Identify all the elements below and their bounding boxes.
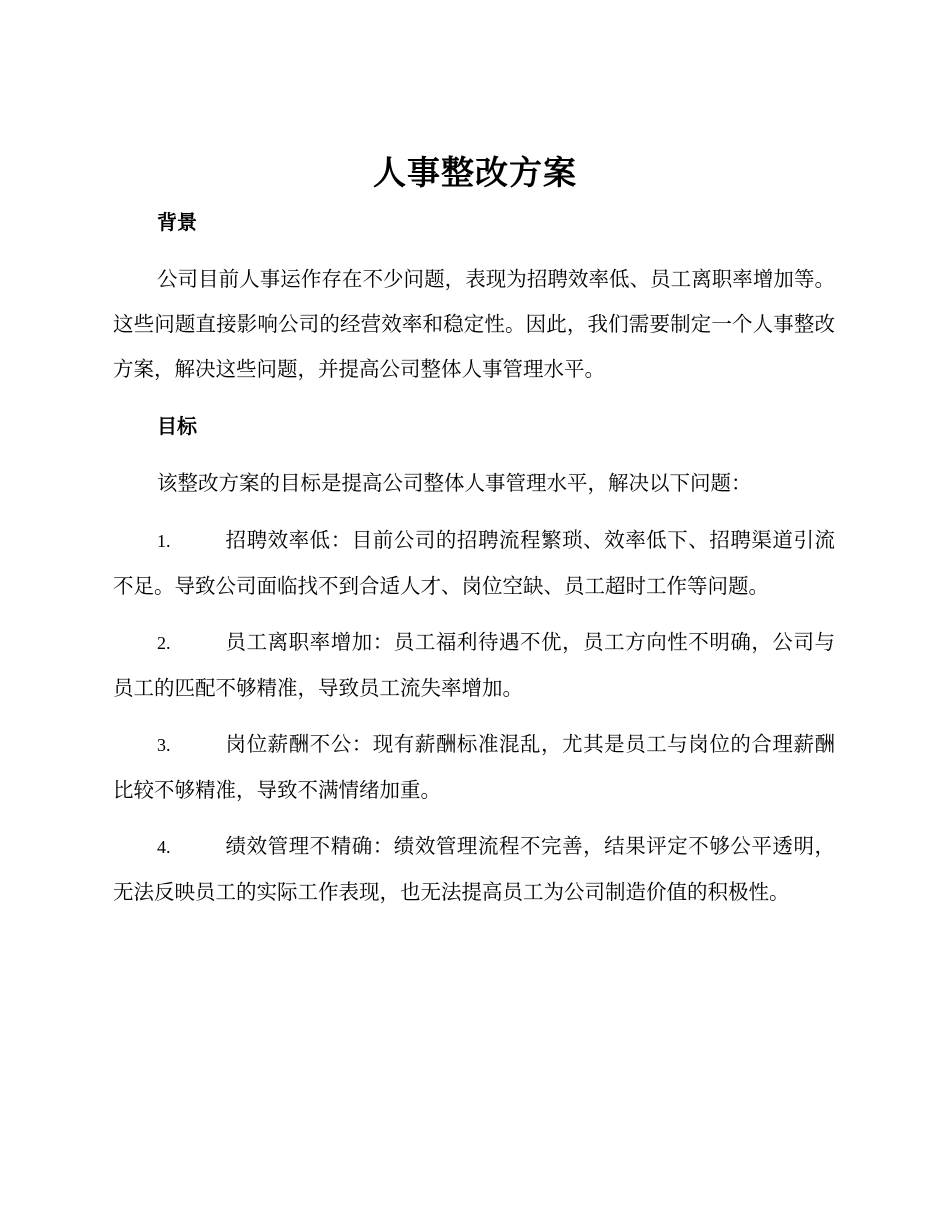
issue-text: 员工离职率增加：员工福利待遇不优，员工方向性不明确，公司与员工的匹配不够精准，导致员工流失率增加。 (113, 630, 835, 700)
issue-number: 4. (157, 837, 171, 857)
issue-list-item-2 (113, 620, 835, 711)
goal-intro-paragraph: 该整改方案的目标是提高公司整体人事管理水平，解决以下问题： (157, 471, 752, 495)
issue-list-item-3 (113, 722, 835, 813)
issue-number: 3. (157, 735, 171, 755)
issue-text: 招聘效率低：目前公司的招聘流程繁琐、效率低下、招聘渠道引流不足。导致公司面临找不到合适人才、岗位空缺、员工超时工作等问题。 (113, 528, 835, 598)
background-paragraph: 公司目前人事运作存在不少问题，表现为招聘效率低、员工离职率增加等。这些问题直接影响公司的经营效率和稳定性。因此，我们需要制定一个人事整改方案，解决这些问题，并提高公司整体人事管理水平。 (113, 267, 835, 381)
issue-number: 2. (157, 633, 171, 653)
section-heading-goal: 目标 (157, 414, 197, 438)
issue-text: 岗位薪酬不公：现有薪酬标准混乱，尤其是员工与岗位的合理薪酬比较不够精准，导致不满情绪加重。 (113, 732, 835, 802)
issue-list-item-1 (113, 518, 835, 609)
issue-text: 绩效管理不精确：绩效管理流程不完善，结果评定不够公平透明，无法反映员工的实际工作表现，也无法提高员工为公司制造价值的积极性。 (113, 834, 835, 904)
issue-number: 1. (157, 531, 171, 551)
document-title: 人事整改方案 (373, 153, 577, 192)
issue-list-item-4 (113, 824, 835, 915)
section-heading-background: 背景 (157, 210, 197, 234)
